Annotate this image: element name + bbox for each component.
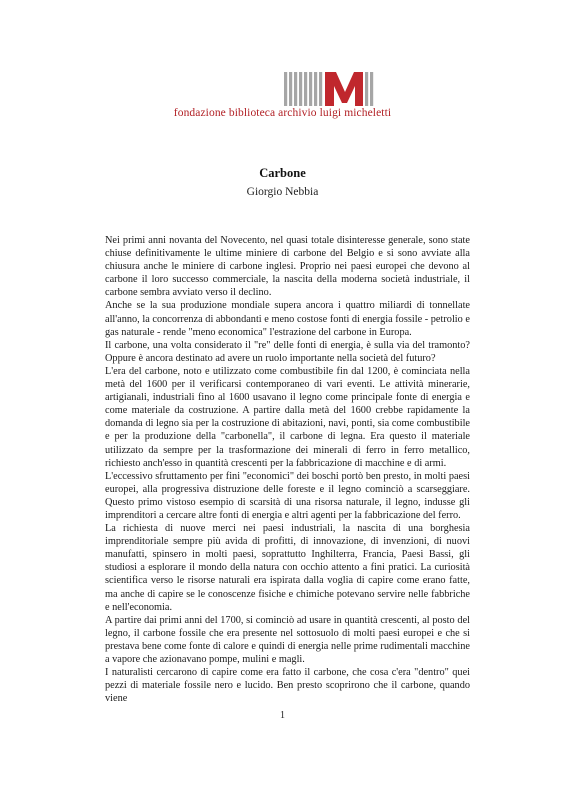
logo-caption: fondazione biblioteca archivio luigi micheletti — [173, 107, 392, 119]
paragraph: La richiesta di nuove merci nei paesi industriali, la nascita di una borghesia imprenditoriale sempre più avida di profitti, di innovazione, di invenzioni, di nuovi manufatti, spinsero in molti paesi, soprattutto Inghilterra, Francia, Paesi Bassi, gli studiosi a esplorare il mondo della natura con occhio attento a fini pratici. La curiosità scientifica verso le risorse naturali era ispirata dalla voglia di capire come erano fatte, ma anche di capire se le conoscenze fisiche e chimiche potevano servire nelle fabbriche e nell'economia. — [105, 523, 470, 613]
paragraph: Anche se la sua produzione mondiale supera ancora i quattro miliardi di tonnellate all'anno, la concorrenza di abbondanti e meno costose fonti di energia fossile - petrolio e gas naturale - rende "meno economica" l'estrazione del carbone in Europa. — [105, 300, 470, 338]
paragraph: L'era del carbone, noto e utilizzato come combustibile fin dal 1200, è cominciata nella metà del 1600 per il verificarsi contemporaneo di vari eventi. Le attività minerarie, artigianali, industriali fino al 1600 usavano il legno come principale fonte di energia e come materiale da costruzione. A partire dalla metà del 1600 crebbe rapidamente la domanda di legno sia per la costruzione di abitazioni, navi, ponti, sia come combustibile e per la produzione della "carbonella", il carbone di legna. Era questo il materiale utilizzato da sempre per la trasformazione dei minerali di ferro in ferro metallico, richiesto anch'esso in quantità crescenti per la fabbricazione di macchine e di armi. — [105, 365, 470, 469]
document-author: Giorgio Nebbia — [246, 186, 319, 198]
paragraph: Nei primi anni novanta del Novecento, nel quasi totale disinteresse generale, sono state chiuse definitivamente le ultime miniere di carbone del Belgio e si sono avviate alla chiusura anche le miniere di carbone inglesi. Proprio nei paesi europei che devono al carbone il loro successo commerciale, la nascita della moderna società industriale, il carbone sembra avviato verso il declino. — [105, 235, 470, 299]
document-body — [105, 234, 470, 705]
page-number: 1 — [280, 710, 285, 721]
document-title: Carbone — [259, 166, 306, 180]
paragraph: A partire dai primi anni del 1700, si cominciò ad usare in quantità crescenti, al posto del legno, il carbone fossile che era presente nel sottosuolo di molti paesi europei e che si prestava bene come fonte di calore e quindi di energia nelle prime rudimentali macchine a vapore che azionavano pompe, mulini e magli. — [105, 614, 470, 665]
paragraph: Il carbone, una volta considerato il "re" delle fonti di energia, è sulla via del tramonto? Oppure è ancora destinato ad avere un ruolo importante nella società del futuro? — [105, 339, 470, 364]
fbaelm-logo-icon — [284, 72, 376, 106]
paragraph: I naturalisti cercarono di capire come era fatto il carbone, che cosa c'era "dentro" quei pezzi di materiale fossile nero e lucido. Ben presto scoprirono che il carbone, quando viene — [105, 667, 470, 705]
paragraph: L'eccessivo sfruttamento per fini "economici" dei boschi portò ben presto, in molti paesi europei, alla progressiva distruzione delle foreste e il legno cominciò a scarseggiare. Questo primo vistoso esempio di scarsità di una risorsa naturale, il legno, indusse gli imprenditori a cercare altre fonti di energia e altri agenti per la fabbricazione del ferro. — [105, 470, 470, 521]
